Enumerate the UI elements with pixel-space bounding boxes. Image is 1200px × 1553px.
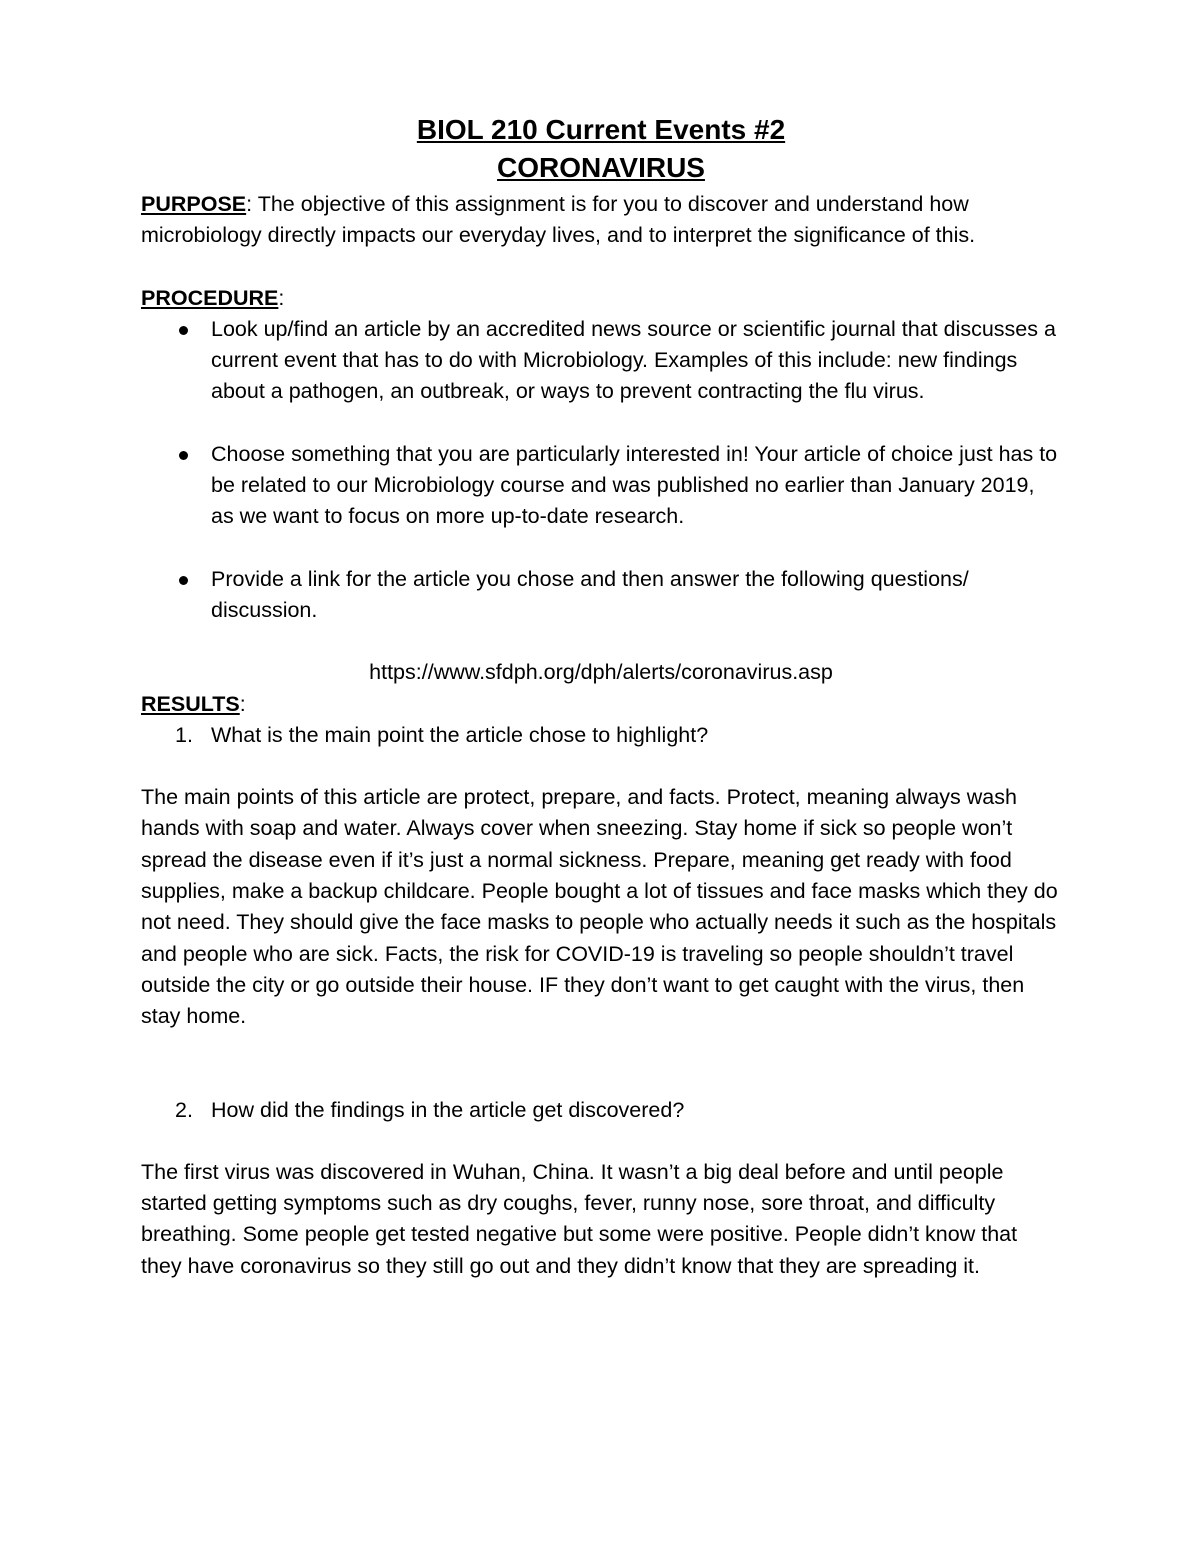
bullet-icon xyxy=(179,576,188,585)
spacer xyxy=(141,252,1061,283)
document-subtitle: CORONAVIRUS xyxy=(497,152,705,183)
procedure-item-text: Provide a link for the article you chose and then answer the following questions/ discussion. xyxy=(211,566,969,622)
procedure-item-text: Look up/find an article by an accredited news source or scientific journal that discusses a current event that has to do with Microbiology. Examples of this include: new findings about a pathogen, an outbreak, or ways to prevent contracting the flu virus. xyxy=(211,316,1056,404)
bullet-icon xyxy=(179,451,188,460)
question-number: 2. xyxy=(175,1097,193,1122)
spacer xyxy=(141,626,1061,657)
spacer xyxy=(141,751,1061,782)
procedure-label: PROCEDURE xyxy=(141,285,279,310)
question-item xyxy=(141,1095,1061,1126)
answer-paragraph: The first virus was discovered in Wuhan, China. It wasn’t a big deal before and until people started getting symptoms such as dry coughs, fever, runny nose, sore throat, and difficulty breathing. Some people get tested negative but some were positive. People didn’t know that they have coronavirus so they still go out and they didn’t know that they are spreading it. xyxy=(141,1159,1018,1278)
procedure-heading xyxy=(141,283,1061,314)
procedure-item xyxy=(141,439,1061,533)
question-text: How did the findings in the article get discovered? xyxy=(211,1097,685,1122)
purpose-paragraph xyxy=(141,189,1061,252)
purpose-label: PURPOSE xyxy=(141,192,247,216)
results-heading xyxy=(141,689,1061,720)
procedure-item-text: Choose something that you are particularly interested in! Your article of choice just has to be related to our Microbiology course and was published no earlier than January 2019, as we want to focus on more up-to-date research. xyxy=(211,441,1058,529)
question-number: 1. xyxy=(175,722,193,747)
question-text: What is the main point the article chose to highlight? xyxy=(211,722,709,747)
procedure-item xyxy=(141,564,1061,627)
procedure-colon: : xyxy=(278,285,285,310)
purpose-colon: : xyxy=(246,192,253,216)
document-title: BIOL 210 Current Events #2 xyxy=(416,114,786,145)
article-link[interactable]: https://www.sfdph.org/dph/alerts/coronavirus.asp xyxy=(369,660,833,685)
bullet-icon xyxy=(179,326,188,335)
spacer xyxy=(141,1064,1061,1095)
purpose-text: The objective of this assignment is for you to discover and understand how microbiology directly impacts our everyday lives, and to interpret the significance of this. xyxy=(141,192,976,248)
document-page xyxy=(141,112,1061,1282)
spacer xyxy=(141,1126,1061,1157)
results-question-list xyxy=(141,1095,1061,1126)
spacer xyxy=(141,408,1061,439)
results-label: RESULTS xyxy=(141,691,240,716)
spacer xyxy=(141,1033,1061,1064)
spacer xyxy=(141,533,1061,564)
question-item xyxy=(141,720,1061,751)
procedure-list xyxy=(141,314,1061,626)
procedure-item xyxy=(141,314,1061,408)
results-question-list xyxy=(141,720,1061,751)
answer-paragraph: The main points of this article are protect, prepare, and facts. Protect, meaning always wash hands with soap and water. Always cover when sneezing. Stay home if sick so people won’t spread the disease even if it’s just a normal sickness. Prepare, meaning get ready with food supplies, make a backup childcare. People bought a lot of tissues and face masks which they do not need. They should give the face masks to people who actually needs it such as the hospitals and people who are sick. Facts, the risk for COVID-19 is traveling so people shouldn’t travel outside the city or go outside their house. IF they don’t want to get caught with the virus, then stay home. xyxy=(141,785,1058,1029)
results-colon: : xyxy=(239,691,246,716)
